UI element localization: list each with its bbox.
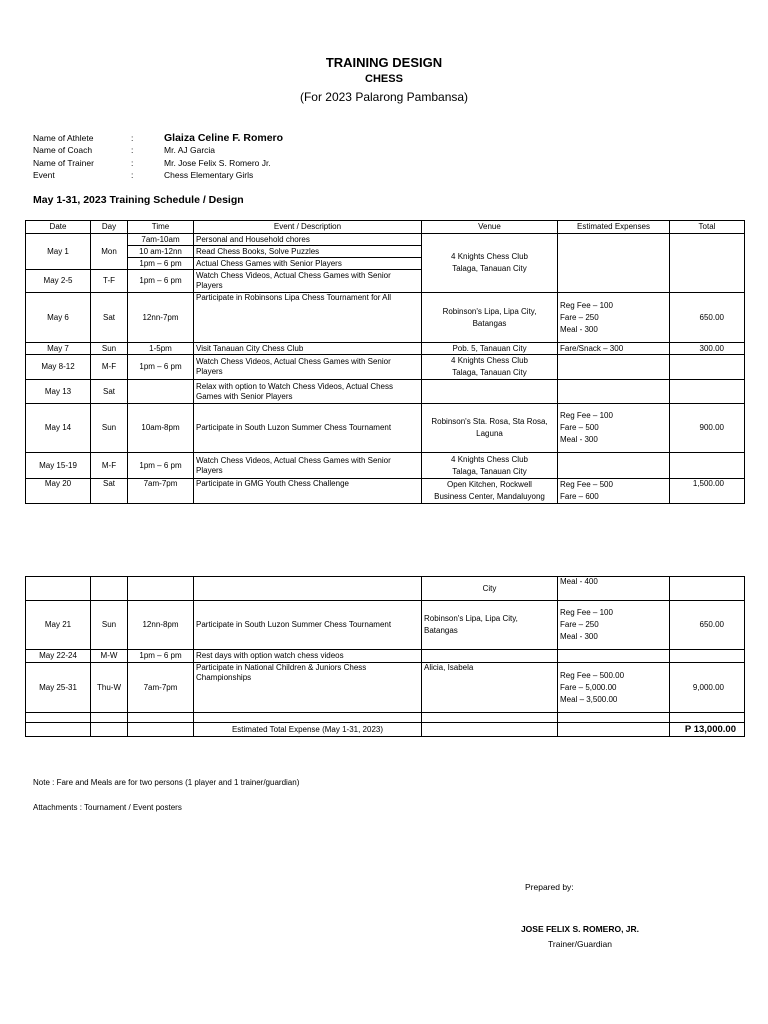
signatory-role: Trainer/Guardian bbox=[548, 939, 612, 949]
info-value: Chess Elementary Girls bbox=[164, 170, 254, 180]
cell-time: 7am-7pm bbox=[128, 479, 194, 504]
cell-event: Relax with option to Watch Chess Videos, Actual Chess Games with Senior Players bbox=[194, 380, 422, 404]
venue-line: 4 Knights Chess Club bbox=[451, 356, 528, 365]
cell-time: 7am-10am bbox=[128, 234, 194, 246]
column-header: Day bbox=[91, 221, 128, 234]
cell-date: May 21 bbox=[26, 601, 91, 650]
cell-day: Mon bbox=[91, 234, 128, 270]
cell-event: Participate in Robinsons Lipa Chess Tournament for All bbox=[194, 293, 422, 343]
cell-time: 10am-8pm bbox=[128, 404, 194, 453]
cell-venue bbox=[422, 293, 558, 343]
table-row bbox=[26, 577, 745, 601]
info-label: Name of Trainer bbox=[33, 158, 94, 168]
expense-line: Meal - 300 bbox=[560, 632, 598, 641]
cell-time: 12nn-8pm bbox=[128, 601, 194, 650]
expense-line: Meal – 3,500.00 bbox=[560, 694, 618, 704]
venue-line: Robinson's Lipa, Lipa City, bbox=[424, 614, 518, 623]
cell-event: Participate in South Luzon Summer Chess Tournament bbox=[194, 601, 422, 650]
cell-total bbox=[670, 380, 745, 404]
cell-total: 1,500.00 bbox=[670, 479, 745, 504]
cell-time: 1pm – 6 pm bbox=[128, 355, 194, 380]
cell-expenses: Meal - 400 bbox=[558, 577, 670, 601]
cell-date: May 14 bbox=[26, 404, 91, 453]
expense-line: Reg Fee – 100 bbox=[560, 608, 613, 617]
table-row bbox=[26, 293, 745, 343]
cell-day: Thu-W bbox=[91, 663, 128, 713]
cell-time: 1pm – 6 pm bbox=[128, 258, 194, 270]
venue-line: Business Center, Mandaluyong bbox=[434, 492, 545, 501]
table-row bbox=[26, 380, 745, 404]
cell-expenses bbox=[558, 234, 670, 293]
cell-total bbox=[670, 234, 745, 293]
cell-day bbox=[91, 577, 128, 601]
expense-line: Reg Fee – 500.00 bbox=[560, 670, 625, 680]
expense-line: Meal - 300 bbox=[560, 324, 598, 334]
cell-day: T-F bbox=[91, 270, 128, 293]
cell-date: May 6 bbox=[26, 293, 91, 343]
cell-day: Sun bbox=[91, 404, 128, 453]
expense-line: Fare – 250 bbox=[560, 312, 599, 322]
venue-line: 4 Knights Chess Club bbox=[451, 252, 528, 261]
cell-venue: Alicia, Isabela bbox=[422, 663, 558, 713]
cell-time: 10 am-12nn bbox=[128, 246, 194, 258]
cell-total bbox=[670, 577, 745, 601]
cell-date: May 1 bbox=[26, 234, 91, 270]
cell-event: Read Chess Books, Solve Puzzles bbox=[194, 246, 422, 258]
expense-line: Meal - 300 bbox=[560, 435, 598, 444]
expense-line: Reg Fee – 100 bbox=[560, 300, 613, 310]
cell-event: Personal and Household chores bbox=[194, 234, 422, 246]
cell-expenses bbox=[558, 355, 670, 380]
cell-expenses bbox=[558, 380, 670, 404]
cell-event: Actual Chess Games with Senior Players bbox=[194, 258, 422, 270]
cell-total: 900.00 bbox=[670, 404, 745, 453]
total-label: Estimated Total Expense (May 1-31, 2023) bbox=[194, 723, 422, 737]
expense-line: Fare – 5,000.00 bbox=[560, 682, 617, 692]
cell-day: M-W bbox=[91, 650, 128, 663]
table-row bbox=[26, 453, 745, 479]
info-label: Name of Athlete bbox=[33, 133, 94, 143]
cell-date: May 7 bbox=[26, 343, 91, 355]
cell-venue bbox=[422, 601, 558, 650]
table-row bbox=[26, 650, 745, 663]
cell-total: 9,000.00 bbox=[670, 663, 745, 713]
column-header: Total bbox=[670, 221, 745, 234]
table-header-row bbox=[26, 221, 745, 234]
column-header: Event / Description bbox=[194, 221, 422, 234]
info-label: Event bbox=[33, 170, 55, 180]
cell-total bbox=[670, 453, 745, 479]
column-header: Estimated Expenses bbox=[558, 221, 670, 234]
cell-venue bbox=[422, 650, 558, 663]
document-title: TRAINING DESIGN bbox=[325, 55, 443, 70]
cell-event bbox=[194, 577, 422, 601]
venue-line: Talaga, Tanauan City bbox=[452, 368, 527, 377]
cell-time: 1pm – 6 pm bbox=[128, 453, 194, 479]
cell-day: Sat bbox=[91, 479, 128, 504]
note-text: Note : Fare and Meals are for two persons (1 player and 1 trainer/guardian) bbox=[33, 778, 300, 787]
cell-day: Sun bbox=[91, 343, 128, 355]
cell-venue bbox=[422, 453, 558, 479]
document-subtitle: (For 2023 Palarong Pambansa) bbox=[299, 90, 469, 104]
schedule-table-continued bbox=[25, 576, 745, 737]
info-colon: : bbox=[131, 158, 134, 168]
schedule-table bbox=[25, 220, 745, 504]
cell-date: May 2-5 bbox=[26, 270, 91, 293]
info-colon: : bbox=[131, 145, 134, 155]
cell-event: Participate in South Luzon Summer Chess Tournament bbox=[194, 404, 422, 453]
cell-date: May 25-31 bbox=[26, 663, 91, 713]
cell-time: 1pm – 6 pm bbox=[128, 650, 194, 663]
table-row bbox=[26, 343, 745, 355]
cell-event: Watch Chess Videos, Actual Chess Games with Senior Players bbox=[194, 453, 422, 479]
expense-line: Reg Fee – 500 bbox=[560, 480, 613, 489]
cell-venue bbox=[422, 355, 558, 380]
column-header: Date bbox=[26, 221, 91, 234]
expense-line: Fare – 500 bbox=[560, 423, 599, 432]
cell-date: May 15-19 bbox=[26, 453, 91, 479]
cell-total: 650.00 bbox=[670, 293, 745, 343]
cell-day: Sat bbox=[91, 293, 128, 343]
cell-time: 1pm – 6 pm bbox=[128, 270, 194, 293]
table-row bbox=[26, 663, 745, 713]
signatory-name: JOSE FELIX S. ROMERO, JR. bbox=[520, 924, 640, 934]
cell-time: 1-5pm bbox=[128, 343, 194, 355]
info-colon: : bbox=[131, 170, 134, 180]
cell-time: 7am-7pm bbox=[128, 663, 194, 713]
cell-event: Watch Chess Videos, Actual Chess Games with Senior Players bbox=[194, 270, 422, 293]
schedule-title: May 1-31, 2023 Training Schedule / Design bbox=[33, 194, 244, 206]
cell-date bbox=[26, 723, 91, 737]
info-label: Name of Coach bbox=[33, 145, 93, 155]
cell-date bbox=[26, 577, 91, 601]
cell-day: M-F bbox=[91, 355, 128, 380]
expense-line: Fare – 600 bbox=[560, 492, 599, 501]
table-row bbox=[26, 404, 745, 453]
cell-date: May 8-12 bbox=[26, 355, 91, 380]
cell-time bbox=[128, 577, 194, 601]
venue-line: Batangas bbox=[424, 626, 458, 635]
cell-total bbox=[670, 355, 745, 380]
cell-expenses bbox=[558, 723, 670, 737]
info-value: Mr. AJ Garcia bbox=[164, 145, 216, 155]
table-row bbox=[26, 601, 745, 650]
prepared-by-label: Prepared by: bbox=[525, 882, 574, 892]
cell-total: 300.00 bbox=[670, 343, 745, 355]
venue-line: 4 Knights Chess Club bbox=[451, 454, 528, 464]
sport-heading: CHESS bbox=[365, 73, 403, 85]
table-row bbox=[26, 479, 745, 504]
cell-event: Watch Chess Videos, Actual Chess Games with Senior Players bbox=[194, 355, 422, 380]
cell-date: May 20 bbox=[26, 479, 91, 504]
venue-line: Robinson's Lipa, Lipa City, bbox=[442, 306, 537, 316]
cell-day: M-F bbox=[91, 453, 128, 479]
venue-line: Talaga, Tanauan City bbox=[452, 466, 527, 476]
cell-venue bbox=[422, 723, 558, 737]
table-row bbox=[26, 713, 745, 723]
info-value: Glaiza Celine F. Romero bbox=[164, 132, 284, 144]
cell-time: 12nn-7pm bbox=[128, 293, 194, 343]
cell-expenses bbox=[558, 293, 670, 343]
cell-time bbox=[128, 380, 194, 404]
total-row bbox=[26, 723, 745, 737]
cell-date: May 13 bbox=[26, 380, 91, 404]
cell-day bbox=[91, 723, 128, 737]
cell-event: Rest days with option watch chess videos bbox=[194, 650, 422, 663]
cell-total bbox=[670, 650, 745, 663]
cell-expenses bbox=[558, 479, 670, 504]
venue-line: Laguna bbox=[476, 429, 503, 438]
expense-line: Reg Fee – 100 bbox=[560, 411, 613, 420]
expense-line: Fare – 250 bbox=[560, 620, 599, 629]
venue-line: Open Kitchen, Rockwell bbox=[447, 480, 532, 489]
cell-expenses bbox=[558, 453, 670, 479]
table-row bbox=[26, 355, 745, 380]
info-colon: : bbox=[131, 133, 134, 143]
cell-time bbox=[128, 723, 194, 737]
cell-date: May 22-24 bbox=[26, 650, 91, 663]
cell-venue bbox=[422, 479, 558, 504]
cell-expenses bbox=[558, 663, 670, 713]
table-row bbox=[26, 234, 745, 246]
cell-day: Sat bbox=[91, 380, 128, 404]
cell-venue: City bbox=[422, 577, 558, 601]
info-value: Mr. Jose Felix S. Romero Jr. bbox=[164, 158, 271, 168]
venue-line: Talaga, Tanauan City bbox=[452, 264, 527, 273]
cell-venue: Pob. 5, Tanauan City bbox=[422, 343, 558, 355]
cell-event: Visit Tanauan City Chess Club bbox=[194, 343, 422, 355]
grand-total: P 13,000.00 bbox=[670, 723, 745, 737]
cell-expenses bbox=[558, 650, 670, 663]
attachments-text: Attachments : Tournament / Event posters bbox=[33, 803, 182, 812]
cell-expenses bbox=[558, 404, 670, 453]
cell-expenses: Fare/Snack – 300 bbox=[558, 343, 670, 355]
venue-line: Robinson's Sta. Rosa, Sta Rosa, bbox=[431, 417, 548, 426]
cell-total: 650.00 bbox=[670, 601, 745, 650]
cell-venue bbox=[422, 404, 558, 453]
venue-line: Batangas bbox=[472, 318, 507, 328]
cell-expenses bbox=[558, 601, 670, 650]
cell-venue bbox=[422, 234, 558, 293]
cell-venue bbox=[422, 380, 558, 404]
cell-day: Sun bbox=[91, 601, 128, 650]
cell-event: Participate in National Children & Juniors Chess Championships bbox=[194, 663, 422, 713]
cell-event: Participate in GMG Youth Chess Challenge bbox=[194, 479, 422, 504]
column-header: Venue bbox=[422, 221, 558, 234]
column-header: Time bbox=[128, 221, 194, 234]
